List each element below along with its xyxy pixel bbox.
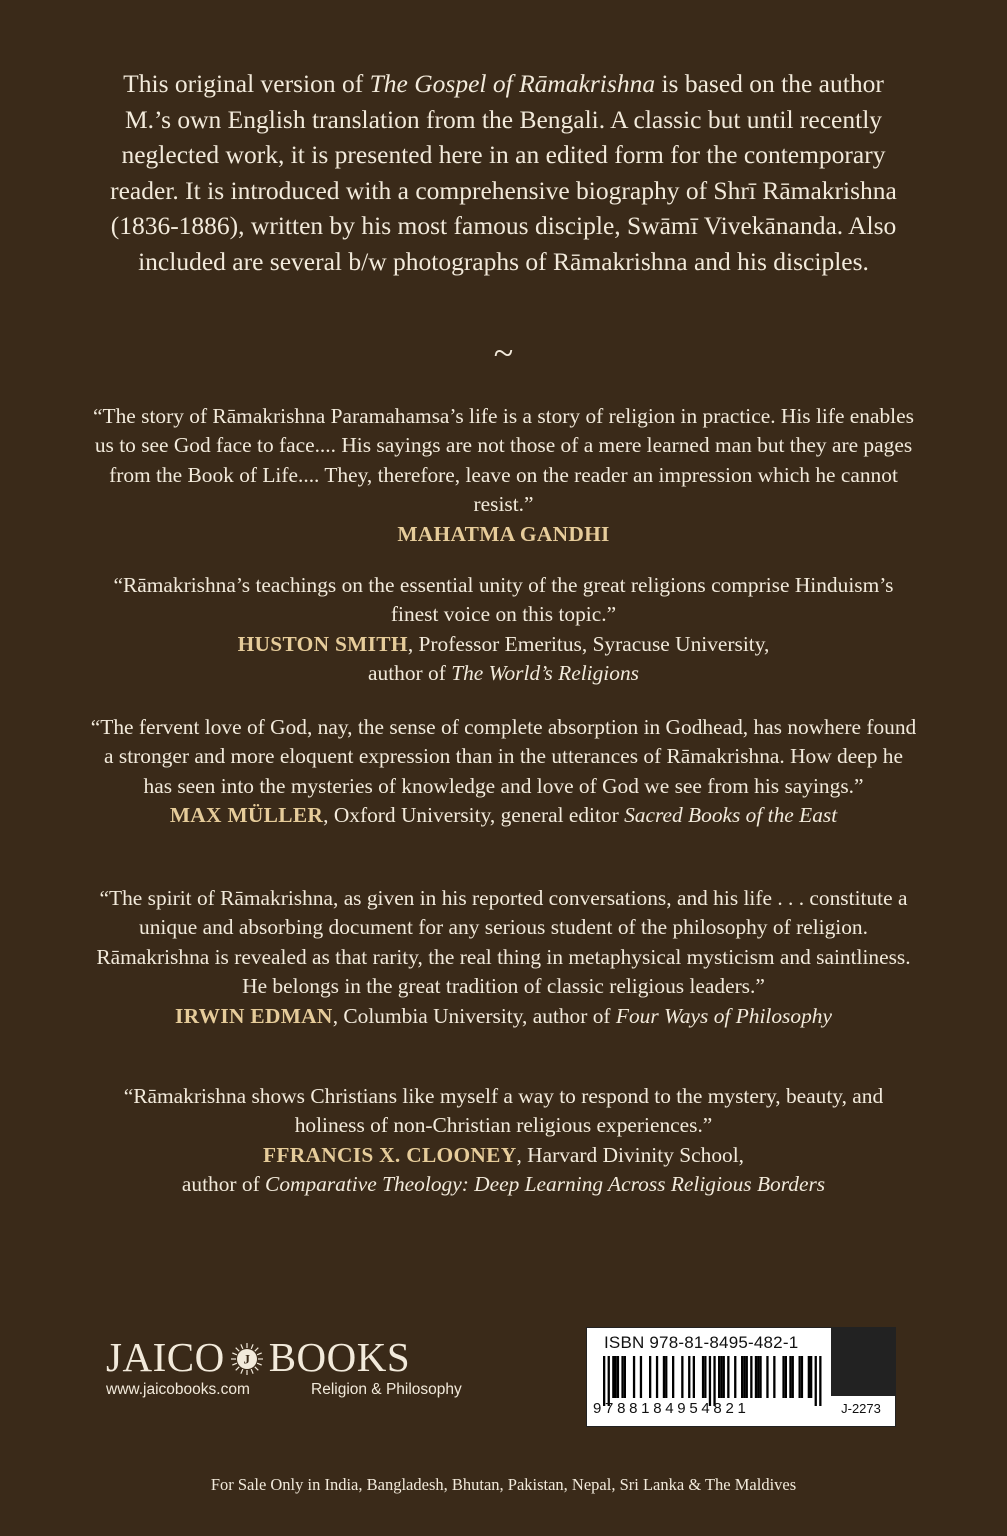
- blurb-text-start: This original version of: [123, 69, 370, 98]
- barcode-bar: [734, 1356, 736, 1398]
- barcode-bar: [750, 1356, 752, 1398]
- sun-emblem-icon: [230, 1338, 264, 1372]
- barcode-bar: [713, 1356, 715, 1406]
- sale-notice: For Sale Only in India, Bangladesh, Bhutan, Pakistan, Nepal, Sri Lanka & The Maldives: [210, 1475, 797, 1494]
- quote-attribution: [90, 1141, 917, 1170]
- barcode-bar: [633, 1356, 635, 1398]
- quote-text: “Rāmakrishna’s teachings on the essential unity of the great religions comprise Hinduism’s finest voice on this topic.”: [113, 573, 894, 627]
- barcode-bar: [815, 1356, 817, 1406]
- emblem-letter: J: [243, 1351, 251, 1367]
- barcode-bar: [663, 1356, 665, 1398]
- quote-text: “The fervent love of God, nay, the sense of complete absorption in Godhead, has nowhere found a stronger and more eloquent expression than in the utterances of Rāmakrishna. How deep he has seen into the mysteries of knowledge and love of God we see from his sayings.”: [90, 715, 917, 798]
- barcode-bar: [621, 1356, 623, 1398]
- quote-text: “The story of Rāmakrishna Paramahamsa’s life is a story of religion in practice. His life enables us to see God face to face.... His sayings are not those of a mere learned man but they are pages from the Book of Life.... They, therefore, leave on the reader an impression which he cannot resist.”: [93, 404, 914, 517]
- barcode-bar: [709, 1356, 711, 1406]
- quote-affiliation-prefix: author of: [181, 1172, 266, 1197]
- barcode-digits: 9788184954821: [593, 1400, 750, 1417]
- barcode-bar: [720, 1356, 722, 1398]
- barcode-bar: [612, 1356, 614, 1398]
- barcode-bar: [759, 1356, 761, 1398]
- book-category: Religion & Philosophy: [311, 1381, 462, 1398]
- barcode-bar: [789, 1356, 791, 1398]
- barcode-bar: [819, 1356, 821, 1406]
- barcode-bar: [693, 1356, 695, 1398]
- barcode-bar: [746, 1356, 748, 1398]
- publisher-logo-left: JAICO: [106, 1333, 225, 1380]
- quote-book-title: Sacred Books of the East: [624, 803, 838, 828]
- quote-attribution: [90, 801, 917, 830]
- barcode-bar: [649, 1356, 651, 1398]
- barcode-bar: [702, 1356, 704, 1398]
- barcode-bar: [782, 1356, 784, 1398]
- quote-text: “The spirit of Rāmakrishna, as given in his reported conversations, and his life . . . constitute a unique and absorbing document for any serious student of the philosophy of religion. Rāmakrishna is revealed as that rarity, the real thing in metaphysical mysticism and saintliness. He belongs in the great tradition of classic religious leaders.”: [96, 886, 911, 999]
- publisher-website: www.jaicobooks.com: [106, 1381, 250, 1398]
- barcode-bar: [766, 1356, 768, 1398]
- blurb-text-end: is based on the author M.’s own English translation from the Bengali. A classic but until recently neglected work, it is presented here in an edited form for the contemporary reader. It is introduced with a comprehensive biography of Shrī Rāmakrishna (1836-1886), written by his most famous disciple, Swāmī Vivekānanda. Also included are several b/w photographs of Rāmakrishna and his disciples.: [110, 69, 897, 276]
- barcode-bar: [672, 1356, 674, 1398]
- quote-book-title: Comparative Theology: Deep Learning Across Religious Borders: [265, 1172, 826, 1197]
- publisher-logo: [106, 1328, 411, 1380]
- barcode-bar: [727, 1356, 729, 1398]
- publisher-logo-right: BOOKS: [268, 1333, 411, 1380]
- barcode-bar: [624, 1356, 626, 1398]
- quote-affiliation-prefix: author of: [368, 661, 452, 686]
- quote-attribution: [90, 520, 917, 549]
- barcode-bar: [615, 1356, 617, 1398]
- barcode-bar: [757, 1356, 759, 1398]
- quote-gandhi: [90, 402, 917, 549]
- barcode-bar: [704, 1356, 706, 1398]
- quote-clooney: [90, 1082, 917, 1200]
- quote-book-title: Four Ways of Philosophy: [615, 1003, 832, 1028]
- barcode-bar: [617, 1356, 619, 1398]
- quote-author: FFRANCIS X. CLOONEY: [262, 1142, 517, 1167]
- barcode-bar: [718, 1356, 720, 1398]
- barcode-bar: [656, 1356, 658, 1398]
- quote-affiliation: , Professor Emeritus, Syracuse University,: [407, 631, 770, 656]
- barcode-bar: [755, 1356, 757, 1398]
- barcode-bar: [688, 1356, 690, 1398]
- publisher-block: [106, 1328, 506, 1418]
- catalog-code: J-2273: [841, 1401, 881, 1416]
- quote-attribution: [90, 630, 917, 659]
- quote-attribution-line2: [90, 659, 917, 688]
- description-blurb: [100, 66, 907, 279]
- barcode-panel: [831, 1328, 895, 1396]
- quote-book-title: The World’s Religions: [451, 661, 639, 686]
- book-title: The Gospel of Rāmakrishna: [369, 69, 656, 98]
- barcode-bar: [785, 1356, 787, 1398]
- barcode-bar: [665, 1356, 667, 1398]
- quote-affiliation: , Oxford University, general editor: [323, 803, 625, 828]
- quote-huston-smith: [90, 571, 917, 689]
- quote-affiliation: , Columbia University, author of: [332, 1003, 616, 1028]
- quote-affiliation: , Harvard Divinity School,: [516, 1142, 745, 1167]
- barcode-bar: [810, 1356, 812, 1398]
- barcode-bar: [681, 1356, 683, 1398]
- quote-text: “Rāmakrishna shows Christians like myself a way to respond to the mystery, beauty, and holiness of non-Christian religious experiences.”: [123, 1084, 884, 1138]
- barcode-bar: [773, 1356, 775, 1398]
- isbn-barcode: [586, 1327, 896, 1427]
- quote-irwin-edman: [90, 884, 917, 1031]
- barcode-bar: [608, 1356, 610, 1406]
- quote-max-muller: [90, 713, 917, 831]
- barcode-bar: [801, 1356, 803, 1398]
- barcode-bar: [799, 1356, 801, 1398]
- section-separator: ~: [493, 333, 514, 373]
- barcode-bar: [603, 1356, 605, 1406]
- quote-author: HUSTON SMITH: [237, 631, 408, 656]
- quote-author: MAHATMA GANDHI: [397, 521, 610, 546]
- isbn-label: ISBN 978-81-8495-482-1: [604, 1333, 799, 1352]
- barcode-bar: [743, 1356, 745, 1398]
- barcode-bar: [792, 1356, 794, 1398]
- quote-attribution: [90, 1002, 917, 1031]
- quote-author: IRWIN EDMAN: [175, 1003, 333, 1028]
- barcode-bar: [741, 1356, 743, 1398]
- barcode-bar: [723, 1356, 725, 1398]
- quote-attribution-line2: [90, 1170, 917, 1199]
- barcode-bar: [640, 1356, 642, 1398]
- barcode-bar: [808, 1356, 810, 1398]
- quote-author: MAX MÜLLER: [169, 803, 324, 828]
